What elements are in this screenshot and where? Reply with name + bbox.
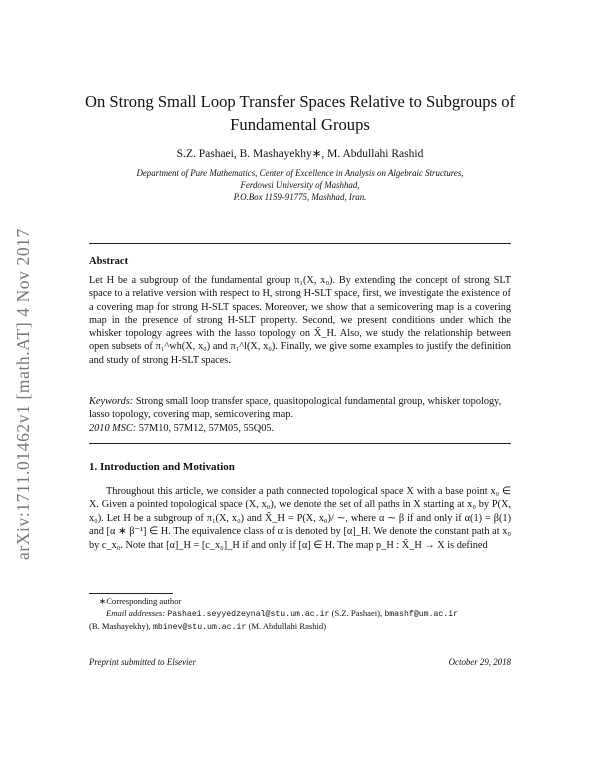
affiliation-line: Department of Pure Mathematics, Center of Excellence in Analysis on Algebraic Structures,	[136, 168, 464, 178]
keywords-label: Keywords:	[89, 396, 134, 407]
footnote-rule	[89, 593, 173, 594]
abstract-bottom-rule	[89, 443, 511, 444]
abstract-text: Let H be a subgroup of the fundamental group π₁(X, x₀). By extending the concept of strong SLT space to a relative version with respect to H, strong H-SLT space, first, we investigate the existence of a covering map for strong H-SLT spaces. Moreover, we show that a semicovering map is a covering map in the presence of strong H-SLT property. Second, we present conditions under which the whisker topology agrees with the lasso topology on X̃_H. Also, we study the relationship between open subsets of π₁^wh(X, x₀) and π₁^l(X, x₀). Finally, we give some examples to justify the definition and study of strong H-SLT spaces.	[89, 275, 511, 366]
paper-title: On Strong Small Loop Transfer Spaces Relative to Subgroups of Fundamental Groups	[84, 92, 516, 134]
email-name-pashaei: (S.Z. Pashaei),	[331, 607, 383, 618]
email-name-mashayekhy: (B. Mashayekhy),	[89, 620, 151, 631]
intro-paragraph: Throughout this article, we consider a path connected topological space X with a base point x₀ ∈ X. Given a pointed topological space (X, x₀), we denote the set of all paths in X starting at x₀ by P(X, x₀). Let H be a subgroup of π₁(X, x₀) and X̃_H = P(X, x₀)/ ∼, where α ∼ β if and only if α(1) = β(1) and [α ∗ β⁻¹] ∈ H. The equivalence class of α is denoted by [α]_H. We denote the constant path at x₀ by c_x₀. Note that [α]_H = [c_x₀]_H if and only if [α] ∈ H. The map p_H : X̃_H → X is defined	[89, 486, 511, 551]
footnotes	[89, 596, 529, 633]
author-list: S.Z. Pashaei, B. Mashayekhy∗, M. Abdullahi Rashid	[176, 148, 424, 160]
section-heading: 1. Introduction and Motivation	[89, 461, 235, 473]
email-label: Email addresses:	[106, 607, 166, 618]
msc-text: 57M10, 57M12, 57M05, 55Q05.	[138, 422, 275, 434]
footer-preprint: Preprint submitted to Elsevier	[89, 657, 196, 667]
keywords-block	[89, 395, 511, 435]
footer-date: October 29, 2018	[448, 657, 511, 667]
affiliation-line: P.O.Box 1159-91775, Mashhad, Iran.	[233, 192, 367, 202]
msc-label: 2010 MSC:	[89, 422, 137, 434]
email-name-rashid: (M. Abdullahi Rashid)	[248, 620, 327, 631]
footnote-corresponding: ∗Corresponding author	[99, 596, 182, 606]
keywords-text: Strong small loop transfer space, quasitopological fundamental group, whisker topology, lasso topology, covering map, semicovering map.	[89, 396, 502, 421]
email-pashaei[interactable]: Pashaei.seyyedzeynal@stu.um.ac.ir	[167, 609, 330, 619]
abstract-top-rule	[89, 243, 511, 244]
page-footer	[89, 657, 511, 667]
affiliation-line: Ferdowsi University of Mashhad,	[240, 180, 360, 190]
affiliation	[60, 167, 540, 203]
abstract-heading: Abstract	[89, 256, 129, 267]
email-rashid[interactable]: mbinev@stu.um.ac.ir	[152, 622, 247, 632]
email-mashayekhy[interactable]: bmashf@um.ac.ir	[384, 609, 459, 619]
arxiv-identifier: arXiv:1711.01462v1 [math.AT] 4 Nov 2017	[13, 228, 33, 560]
